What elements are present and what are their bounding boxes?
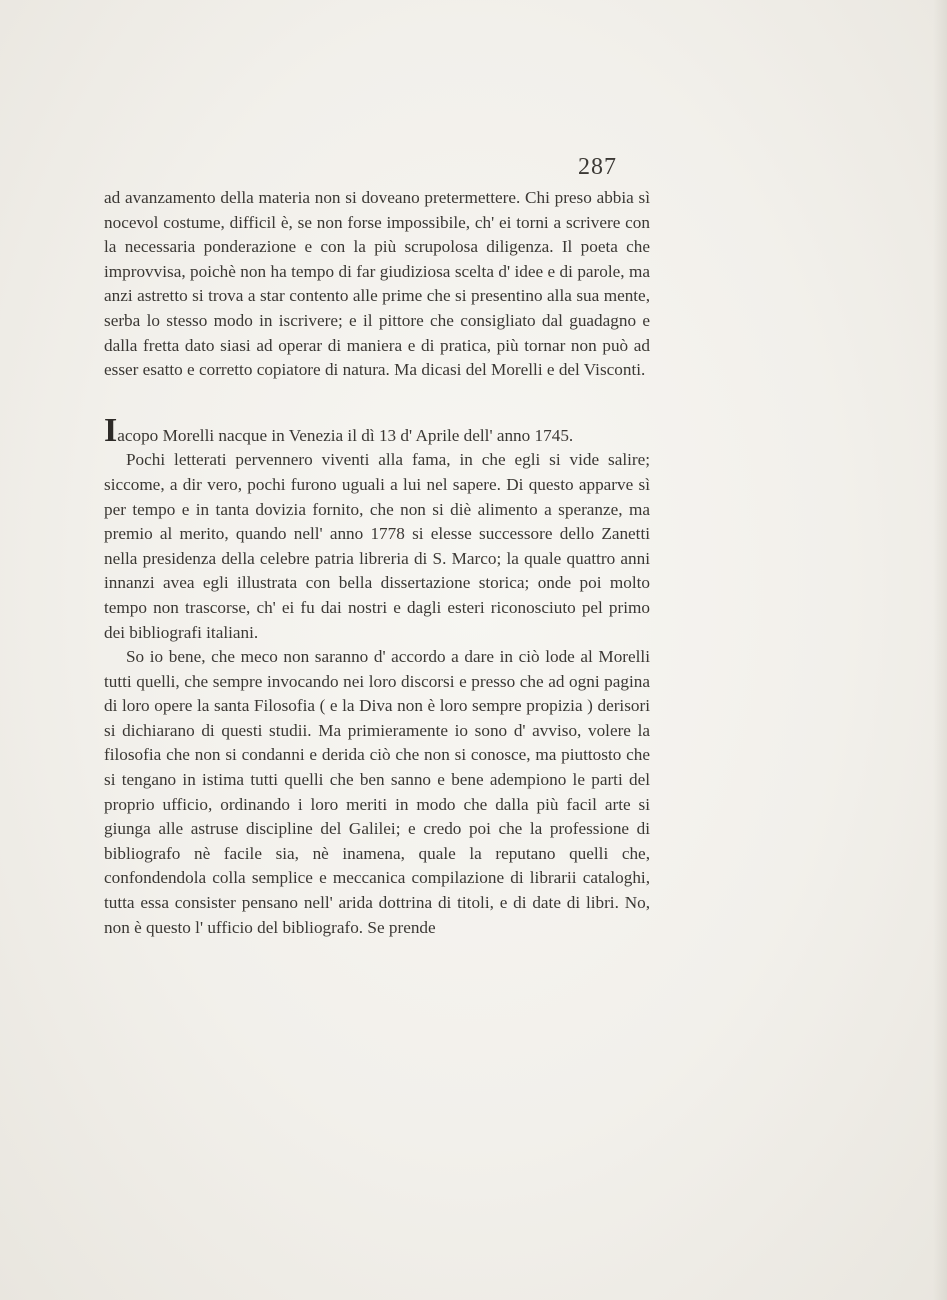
section-opening-text: acopo Morelli nacque in Venezia il dì 13 d' Aprile dell' anno 1745.	[117, 425, 574, 445]
paragraph-morelli-fame: Pochi letterati pervennero viventi alla fama, in che egli si vide salire; siccome, a dir vero, pochi furono uguali a lui nel sapere. Di questo apparve sì per tempo e in tanta dovizia fornito, che non si diè alimento a speranze, ma premio al merito, quando nell' anno 1778 si elesse successore dello Zanetti nella presidenza della celebre patria libreria di S. Marco; la quale quattro anni innanzi avea egli illustrata con bella dissertazione storica; onde poi molto tempo non trascorse, ch' ei fu dai nostri e dagli esteri riconosciuto pel primo dei bibliografi italiani.	[104, 450, 650, 642]
page-number: 287	[578, 154, 617, 180]
section-break	[104, 383, 650, 421]
drop-cap-letter: I	[104, 411, 118, 449]
paragraph-continuation: ad avanzamento della materia non si doveano pretermettere. Chi preso abbia sì nocevol costume, difficil è, se non forse impossibile, ch' ei torni a scrivere con la necessaria ponderazione e con la più scrupolosa diligenza. Il poeta che improvvisa, poichè non ha tempo di far giudiziosa scelta d' idee e di parole, ma anzi astretto si trova a star contento alle prime che si presentino alla sua mente, serba lo stesso modo in iscrivere; e il pittore che consigliato dal guadagno e dalla fretta dato siasi ad operar di maniera e di pratica, più tornar non può ad esser esatto e corretto copiatore di natura. Ma dicasi del Morelli e del Visconti.	[104, 188, 650, 380]
page-edge-shadow	[933, 0, 947, 1300]
body-text	[104, 186, 650, 940]
paragraph-bibliography-defense: So io bene, che meco non saranno d' accordo a dare in ciò lode al Morelli tutti quelli, che sempre invocando nei loro discorsi e presso che ad ogni pagina di loro opere la santa Filosofia ( e la Diva non è loro sempre propizia ) derisori si dichiarano di questi studii. Ma primieramente io sono d' avviso, volere la filosofia che non si condanni e derida ciò che non si conosce, ma piuttosto che si tengano in istima tutti quelli che ben sanno e bene adempiono le parti del proprio ufficio, ordinando i loro meriti in modo che dalla più facil arte si giunga alle astruse discipline del Galilei; e credo poi che la professione di bibliografo nè facile sia, nè inamena, quale la reputano quelli che, confondendola colla semplice e meccanica compilazione di librarii cataloghi, tutta essa consister pensano nell' arida dottrina di titoli, e di date di libri. No, non è questo l' ufficio del bibliografo. Se prende	[104, 647, 650, 937]
section-opening	[104, 411, 650, 449]
